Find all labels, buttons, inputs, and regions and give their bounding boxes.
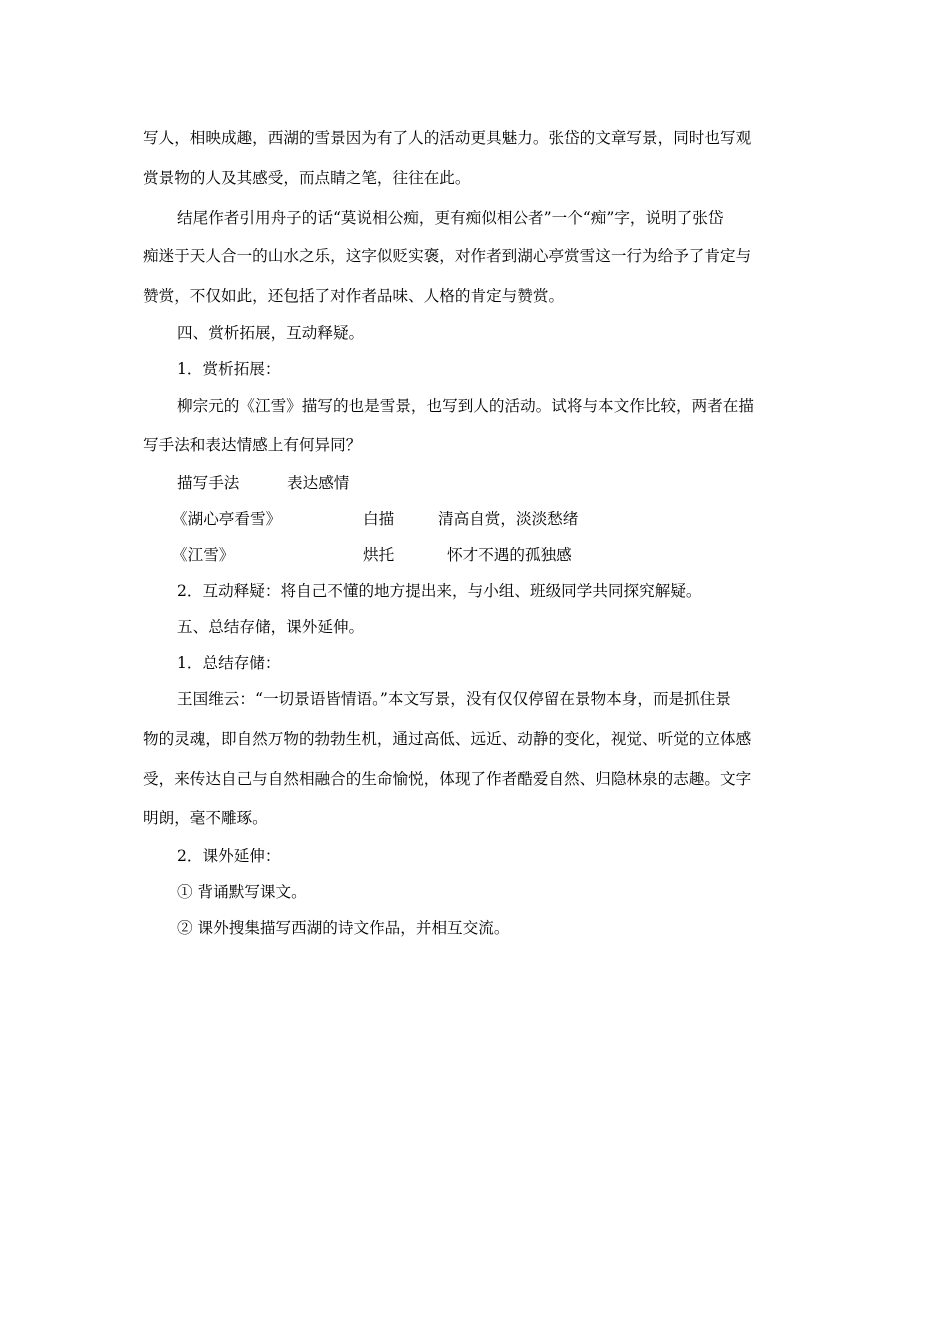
table-header-technique: 描写手法: [177, 474, 240, 492]
table-cell-technique: 烘托: [363, 546, 395, 564]
subsection-heading: 2．课外延伸：: [177, 847, 281, 865]
section-heading: 五、总结存储，课外延伸。: [177, 618, 365, 636]
table-cell-title: 《湖心亭看雪》: [172, 510, 282, 528]
paragraph-line: 写人，相映成趣，西湖的雪景因为有了人的活动更具魅力。张岱的文章写景，同时也写观: [143, 129, 752, 147]
list-item: ② 课外搜集描写西湖的诗文作品，并相互交流。: [177, 919, 510, 937]
paragraph-line: 明朗，毫不雕琢。: [143, 809, 268, 827]
paragraph-line: 痴迷于天人合一的山水之乐，这字似贬实褒，对作者到湖心亭赏雪这一行为给予了肯定与: [143, 247, 752, 265]
paragraph-line: 受，来传达自己与自然相融合的生命愉悦，体现了作者酷爱自然、归隐林泉的志趣。文字: [143, 770, 752, 788]
subsection-heading: 1．赏析拓展：: [177, 360, 281, 378]
list-item: ① 背诵默写课文。: [177, 883, 307, 901]
table-cell-title: 《江雪》: [172, 546, 235, 564]
paragraph-line: 赏景物的人及其感受，而点睛之笔，往往在此。: [143, 169, 471, 187]
paragraph-line: 王国维云：“一切景语皆情语。”本文写景，没有仅仅停留在景物本身，而是抓住景: [177, 690, 731, 708]
paragraph-line: 赞赏，不仅如此，还包括了对作者品味、人格的肯定与赞赏。: [143, 287, 565, 305]
table-cell-emotion: 清高自赏，淡淡愁绪: [438, 510, 579, 528]
section-heading: 四、赏析拓展，互动释疑。: [177, 324, 365, 342]
table-cell-emotion: 怀才不遇的孤独感: [447, 546, 572, 564]
paragraph-line: 写手法和表达情感上有何异同？: [143, 436, 362, 454]
table-cell-technique: 白描: [363, 510, 395, 528]
table-header-emotion: 表达感情: [287, 474, 350, 492]
paragraph-line: 柳宗元的《江雪》描写的也是雪景，也写到人的活动。试将与本文作比较，两者在描: [177, 397, 754, 415]
paragraph-line: 物的灵魂，即自然万物的勃勃生机，通过高低、远近、动静的变化，视觉、听觉的立体感: [143, 730, 752, 748]
paragraph-line: 结尾作者引用舟子的话“莫说相公痴，更有痴似相公者”一个“痴”字，说明了张岱: [177, 209, 724, 227]
subsection-heading: 1．总结存储：: [177, 654, 281, 672]
paragraph-line: 2．互动释疑：将自己不懂的地方提出来，与小组、班级同学共同探究解疑。: [177, 582, 702, 600]
